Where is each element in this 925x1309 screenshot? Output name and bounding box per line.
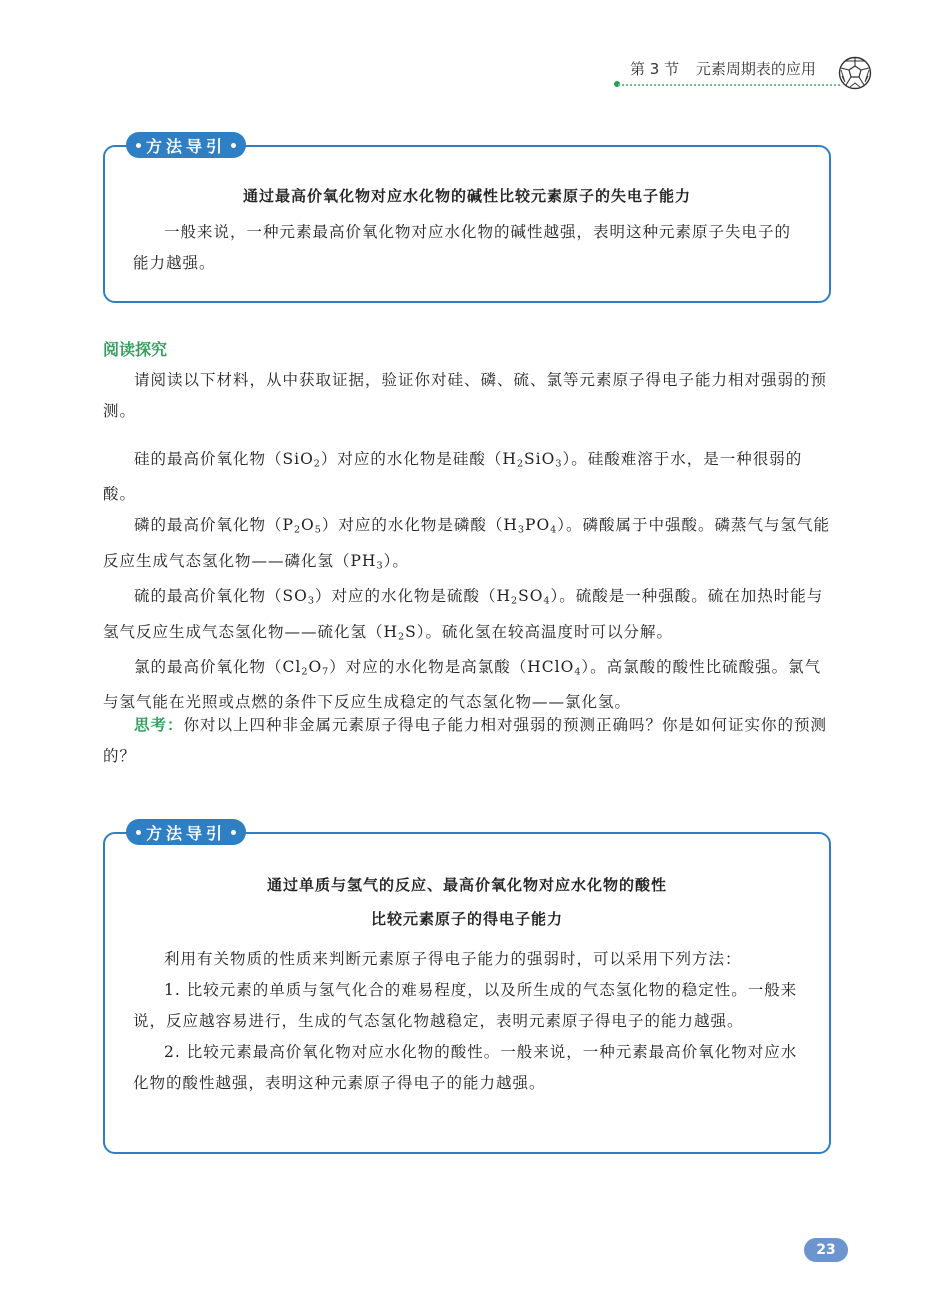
page-number: 23 <box>804 1238 848 1262</box>
tag-dot-icon <box>136 143 141 148</box>
reading-materials <box>103 444 835 718</box>
method-guide-text-1: 一般来说，一种元素最高价氧化物对应水化物的碱性越强，表明这种元素原子失电子的能力越强。 <box>133 223 792 272</box>
fullerene-icon <box>838 56 872 90</box>
header-divider <box>618 84 840 86</box>
method-guide-title-1: 通过最高价氧化物对应水化物的碱性比较元素原子的失电子能力 <box>242 187 691 205</box>
chapter-title: 元素周期表的应用 <box>695 60 816 78</box>
material-chlorine: 氯的最高价氧化物$(Cl_2O_7)$对应的水化物是高氯酸（HClO$_4$）。高氯酸的酸性比硫酸强。氯气与氢气能在光照或点燃的条件下反应生成稳定的气态氢化物——氯化氢。 <box>103 657 822 712</box>
think-label: 思考： <box>134 716 184 734</box>
material-silicon: 硅的最高价氧化物（SiO$_2$）对应的水化物是硅酸$(H_2SiO_3)$。硅酸难溶于水，是一种很弱的酸。 <box>103 450 803 504</box>
method-guide-text-2-item1: 1. 比较元素的单质与氢气化合的难易程度，以及所生成的气态氢化物的稳定性。一般来说，反应越容易进行，生成的气态氢化物越稳定，表明元素原子得电子的能力越强。 <box>133 981 798 1030</box>
method-guide-box-2 <box>103 832 831 1154</box>
think-block <box>103 710 835 772</box>
method-guide-title-2b: 比较元素原子的得电子能力 <box>370 910 563 928</box>
method-guide-text-2-item2: 2. 比较元素最高价氧化物对应水化物的酸性。一般来说，一种元素最高价氧化物对应水化物的酸性越强，表明这种元素原子得电子的能力越强。 <box>133 1043 798 1092</box>
method-guide-tag-1 <box>126 132 246 158</box>
tag-dot-icon <box>231 830 236 835</box>
think-question: 思考：你对以上四种非金属元素原子得电子能力相对强弱的预测正确吗？你是如何证实你的预测的？ <box>103 716 828 765</box>
running-header <box>630 58 830 82</box>
tag-label: 方法导引 <box>145 823 226 843</box>
tag-dot-icon <box>231 143 236 148</box>
material-sulfur: 硫的最高价氧化物$(SO_3)$对应的水化物是硫酸$(H_2SO_4)$。硫酸是一种强酸。硫在加热时能与氢气反应生成气态氢化物——硫化氢$(H_2S)$。硫化氢在较高温度时可以分解。 <box>103 587 824 642</box>
reading-intro-block <box>103 365 835 427</box>
tag-dot-icon <box>136 830 141 835</box>
chapter-section: 第 3 节 <box>630 60 680 78</box>
method-guide-text-2-intro: 利用有关物质的性质来判断元素原子得电子能力的强弱时，可以采用下列方法： <box>164 950 742 968</box>
tag-label: 方法导引 <box>145 136 226 156</box>
method-guide-title-2a: 通过单质与氢气的反应、最高价氧化物对应水化物的酸性 <box>266 876 667 894</box>
reading-intro: 请阅读以下材料，从中获取证据，验证你对硅、磷、硫、氯等元素原子得电子能力相对强弱的预测。 <box>103 371 828 420</box>
section-title-reading: 阅读探究 <box>103 340 168 359</box>
method-guide-tag-2 <box>126 819 246 845</box>
method-guide-box-1 <box>103 145 831 303</box>
material-phosphorus: 磷的最高价氧化物$(P_2O_5)$对应的水化物是磷酸$(H_3PO_4)$。磷酸属于中强酸。磷蒸气与氢气能反应生成气态氢化物——磷化氢$(PH_3)$。 <box>103 516 831 572</box>
